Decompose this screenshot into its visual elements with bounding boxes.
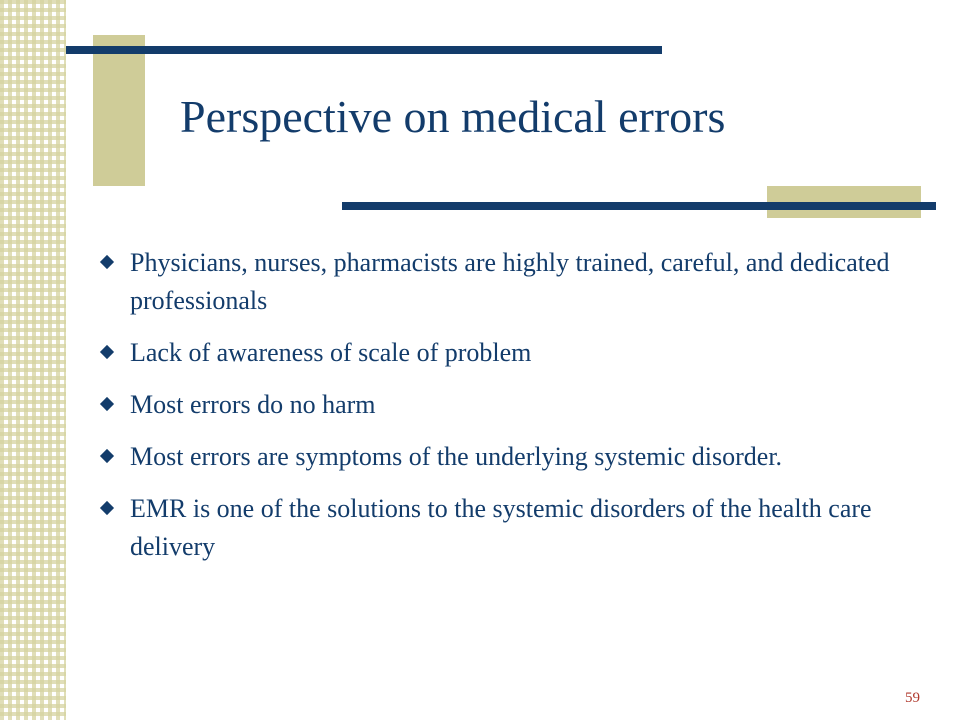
bullet-item	[96, 490, 896, 566]
checkered-side-strip	[0, 0, 66, 720]
slide-title: Perspective on medical errors	[180, 91, 726, 142]
bullet-text: Lack of awareness of scale of problem	[130, 338, 532, 367]
tan-accent-block-left	[93, 35, 145, 186]
diamond-bullet-icon	[100, 397, 114, 411]
bullet-item	[96, 386, 896, 424]
navy-accent-bar-bottom	[342, 202, 936, 210]
bullet-text: Most errors are symptoms of the underlying systemic disorder.	[130, 442, 783, 471]
navy-accent-bar-top	[66, 46, 662, 54]
diamond-bullet-icon	[100, 345, 114, 359]
bullet-text: EMR is one of the solutions to the systemic disorders of the health care delivery	[130, 494, 872, 561]
diamond-bullet-icon	[100, 501, 114, 515]
diamond-bullet-icon	[100, 255, 114, 269]
bullet-item	[96, 334, 896, 372]
bullet-text: Most errors do no harm	[130, 390, 376, 419]
bullet-text: Physicians, nurses, pharmacists are highly trained, careful, and dedicated professionals	[130, 248, 890, 315]
bullet-item	[96, 244, 896, 320]
bullet-list	[96, 244, 896, 580]
diamond-bullet-icon	[100, 449, 114, 463]
page-number: 59	[905, 690, 920, 706]
bullet-item	[96, 438, 896, 476]
